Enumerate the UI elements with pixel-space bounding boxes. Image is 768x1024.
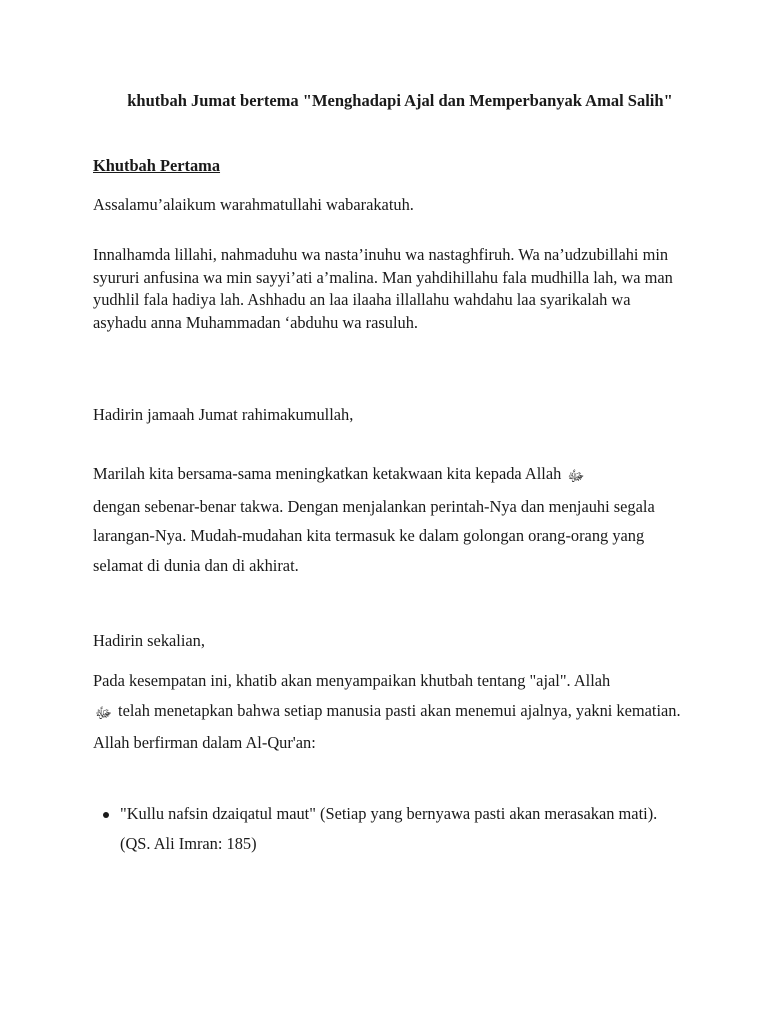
topic-paragraph — [93, 666, 683, 758]
verse-list — [93, 804, 683, 855]
list-item — [93, 804, 683, 855]
document-title: khutbah Jumat bertema "Menghadapi Ajal dan Memperbanyak Amal Salih" — [127, 91, 673, 110]
topic-text-end: telah menetapkan bahwa setiap manusia pasti akan menemui ajalnya, yakni kematian. Allah berfirman dalam Al-Qur'an: — [93, 700, 681, 752]
bullet-icon — [103, 812, 109, 818]
jalla-jalaluhu-icon: ﷻ — [95, 703, 112, 722]
jalla-jalaluhu-icon: ﷻ — [567, 467, 585, 485]
verse-quote: "Kullu nafsin dzaiqatul maut" (Setiap yang bernyawa pasti akan merasakan mati). — [120, 804, 658, 823]
exhortation-text-start: Marilah kita bersama-sama meningkatkan ketakwaan kita kepada Allah — [93, 464, 562, 483]
address-paragraph-1: Hadirin jamaah Jumat rahimakumullah, — [93, 405, 354, 424]
verse-reference: (QS. Ali Imran: 185) — [120, 833, 257, 853]
topic-text-start: Pada kesempatan ini, khatib akan menyampaikan khutbah tentang "ajal". Allah — [93, 671, 611, 690]
section-heading: Khutbah Pertama — [93, 156, 221, 175]
salam-paragraph: Assalamu’alaikum warahmatullahi wabarakatuh. — [93, 195, 414, 214]
exhortation-paragraph — [93, 459, 683, 580]
exhortation-text-end: dengan sebenar-benar takwa. Dengan menjalankan perintah-Nya dan menjauhi segala larangan-Nya. Mudah-mudahan kita termasuk ke dalam golongan orang-orang yang selamat di dunia dan di akhirat. — [93, 496, 655, 575]
opening-paragraph: Innalhamda lillahi, nahmaduhu wa nasta’inuhu wa nastaghfiruh. Wa na’udzubillahi min syururi anfusina wa min sayyi’ati a’malina. Man yahdihillahu fala mudhilla lah, wa man yudhlil fala hadiya lah. Ashhadu an laa ilaaha illallahu wahdahu laa syarikalah wa asyhadu anna Muhammadan ‘abduhu wa rasuluh. — [93, 245, 673, 332]
address-paragraph-2: Hadirin sekalian, — [93, 631, 205, 650]
